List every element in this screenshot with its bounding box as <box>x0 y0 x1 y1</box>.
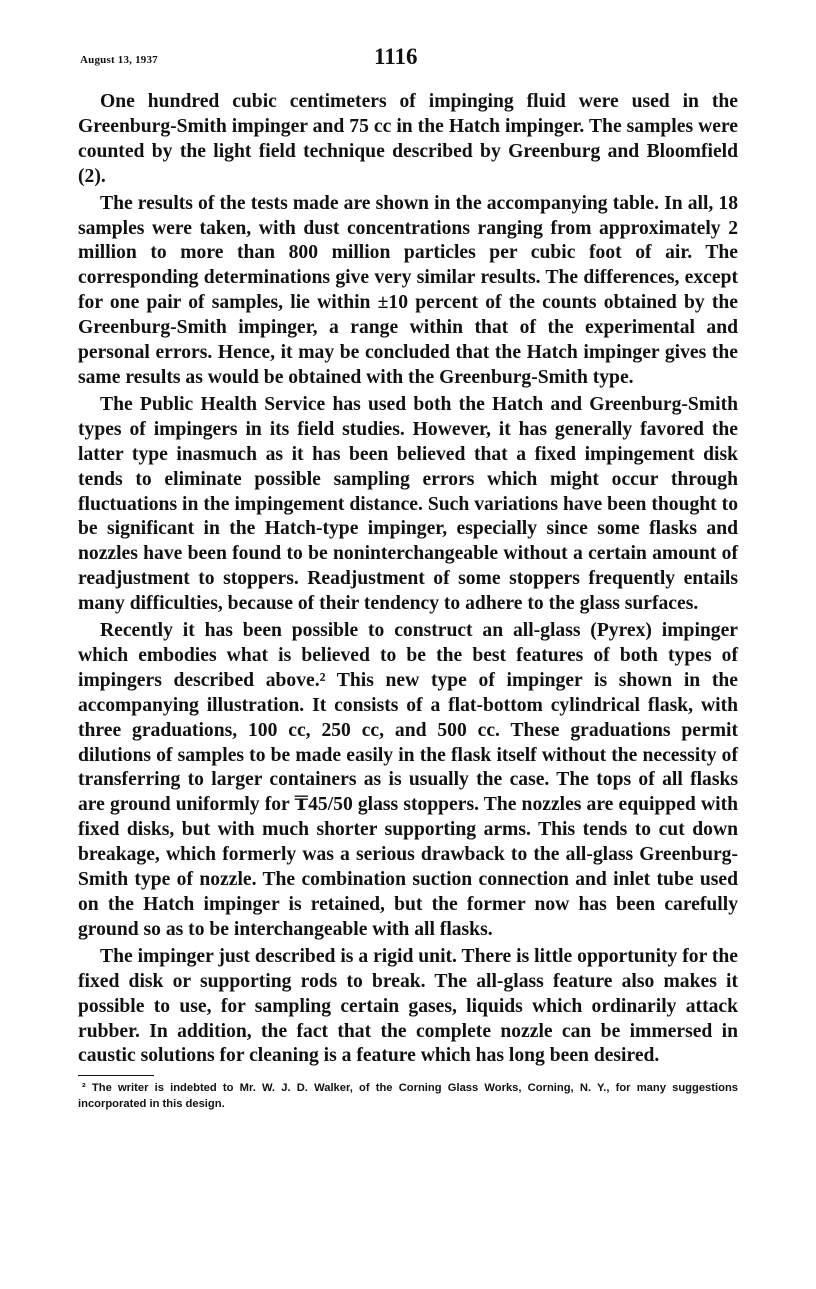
article-body <box>78 90 738 1069</box>
footnote-divider <box>78 1075 154 1076</box>
paragraph-public-health-service: The Public Health Service has used both the Hatch and Greenburg-Smith types of impingers in its field studies. However, it has generally favored the latter type inasmuch as it has been believed that a fixed impingement disk tends to eliminate possible sampling errors which might occur through fluctuations in the impingement distance. Such variations have been thought to be significant in the Hatch-type impinger, especially since some flasks and nozzles have been found to be noninterchangeable without a certain amount of readjustment to stoppers. Readjustment of some stoppers frequently entails many difficulties, because of their tendency to adhere to the glass surfaces. <box>78 393 738 615</box>
paragraph-rigid-unit: The impinger just described is a rigid unit. There is little opportunity for the fixed disk or supporting rods to break. The all-glass feature also makes it possible to use, for sampling certain gases, liquids which ordinarily attack rubber. In addition, the fact that the complete nozzle can be immersed in caustic solutions for cleaning is a feature which has long been desired. <box>78 945 738 1067</box>
paragraph-impinging-fluid: One hundred cubic centimeters of impinging fluid were used in the Greenburg-Smith impinger and 75 cc in the Hatch impinger. The samples were counted by the light field technique described by Greenburg and Bloomfield (2). <box>78 91 738 187</box>
document-page <box>78 42 738 1112</box>
paragraph-test-results: The results of the tests made are shown in the accompanying table. In all, 18 samples were taken, with dust concentrations ranging from approximately 2 million to more than 800 million particles per cubic foot of air. The corresponding determinations give very similar results. The differences, except for one pair of samples, lie within ±10 percent of the counts obtained by the Greenburg-Smith impinger, a range within that of the experimental and personal errors. Hence, it may be concluded that the Hatch impinger gives the same results as would be obtained with the Greenburg-Smith type. <box>78 192 738 388</box>
publication-date: August 13, 1937 <box>80 54 158 66</box>
page-header <box>78 42 738 76</box>
footnote: ² The writer is indebted to Mr. W. J. D. Walker, of the Corning Glass Works, Corning, N. Y., for many suggestions incorporated in this design. <box>78 1082 738 1111</box>
paragraph-all-glass-impinger: Recently it has been possible to construct an all-glass (Pyrex) impinger which embodies what is believed to be the best features of both types of impingers described above.² This new type of impinger is shown in the accompanying illustration. It consists of a flat-bottom cylindrical flask, with three graduations, 100 cc, 250 cc, and 500 cc. These graduations permit dilutions of samples to be made easily in the flask itself without the necessity of transferring to larger containers as is usually the case. The tops of all flasks are ground uniformly for ₸45/50 glass stoppers. The nozzles are equipped with fixed disks, but with much shorter supporting arms. This tends to cut down breakage, which formerly was a serious drawback to the all-glass Greenburg-Smith type of nozzle. The combination suction connection and inlet tube used on the Hatch impinger is retained, but the former now has been carefully ground so as to be interchangeable with all flasks. <box>78 620 738 940</box>
page-number: 1116 <box>374 44 418 69</box>
